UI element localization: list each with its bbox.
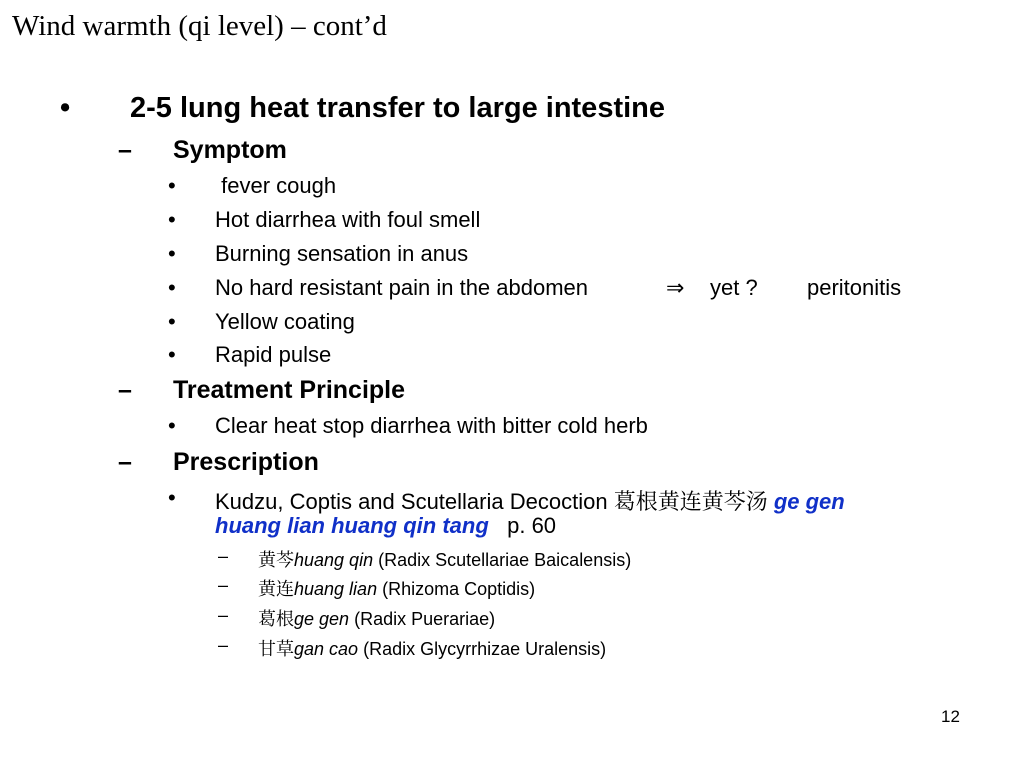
herb-pinyin: ge gen — [294, 609, 350, 629]
prescription-pinyin: ge gen — [773, 489, 845, 514]
herb-cn: 黄连 — [258, 579, 294, 600]
dash-marker: – — [218, 605, 229, 625]
bullet-marker: • — [168, 173, 176, 198]
prescription-line-2 — [215, 513, 556, 539]
herb-item — [258, 575, 535, 601]
symptom-label: Symptom — [173, 136, 287, 164]
treatment-label: Treatment Principle — [173, 376, 406, 404]
herb-cn: 葛根 — [258, 609, 294, 630]
dash-marker: – — [218, 575, 229, 595]
bullet-marker: • — [168, 485, 176, 510]
herb-cn: 甘草 — [258, 639, 294, 660]
bullet-marker: • — [60, 92, 71, 124]
herb-pinyin: gan cao — [294, 639, 359, 659]
herb-item — [258, 546, 631, 572]
bullet-marker: • — [168, 413, 176, 438]
bullet-marker: • — [168, 241, 176, 266]
bullet-marker: • — [168, 342, 176, 367]
prescription-name-cn: 葛根黄连黄芩汤 — [613, 490, 768, 515]
dash-marker: – — [218, 546, 229, 566]
prescription-pinyin-cont: huang lian huang qin tang — [215, 513, 489, 538]
dash-marker: – — [118, 136, 132, 164]
symptom-item: Rapid pulse — [215, 342, 332, 367]
herb-latin: (Radix Scutellariae Baicalensis) — [378, 550, 632, 570]
page-reference: p. 60 — [507, 513, 557, 538]
symptom-item: Hot diarrhea with foul smell — [215, 207, 481, 232]
slide-title: Wind warmth (qi level) – cont’d — [12, 10, 387, 42]
herb-latin: (Radix Puerariae) — [354, 609, 496, 629]
yet-text: yet ? — [710, 275, 758, 300]
page-number: 12 — [941, 707, 960, 726]
prescription-line-1 — [215, 485, 845, 516]
peritonitis-text: peritonitis — [807, 275, 902, 300]
dash-marker: – — [118, 376, 132, 404]
bullet-marker: • — [168, 309, 176, 334]
dash-marker: – — [118, 448, 132, 476]
treatment-item: Clear heat stop diarrhea with bitter cold herb — [215, 413, 648, 438]
section-heading: 2-5 lung heat transfer to large intestine — [130, 92, 665, 124]
prescription-label: Prescription — [173, 448, 319, 476]
bullet-marker: • — [168, 275, 176, 300]
herb-pinyin: huang qin — [294, 550, 374, 570]
symptom-item: fever cough — [215, 173, 337, 198]
dash-marker: – — [218, 635, 229, 655]
herb-latin: (Radix Glycyrrhizae Uralensis) — [363, 639, 607, 659]
herb-item — [258, 635, 606, 661]
symptom-item: Burning sensation in anus — [215, 241, 469, 266]
symptom-item: No hard resistant pain in the abdomen — [215, 275, 589, 300]
symptom-item: Yellow coating — [215, 309, 355, 334]
implies-arrow-icon: ⇒ — [666, 275, 685, 300]
herb-item — [258, 605, 495, 631]
prescription-name-en: Kudzu, Coptis and Scutellaria Decoction — [215, 489, 608, 514]
bullet-marker: • — [168, 207, 176, 232]
herb-cn: 黄芩 — [258, 550, 294, 571]
herb-latin: (Rhizoma Coptidis) — [382, 579, 536, 599]
herb-pinyin: huang lian — [294, 579, 378, 599]
